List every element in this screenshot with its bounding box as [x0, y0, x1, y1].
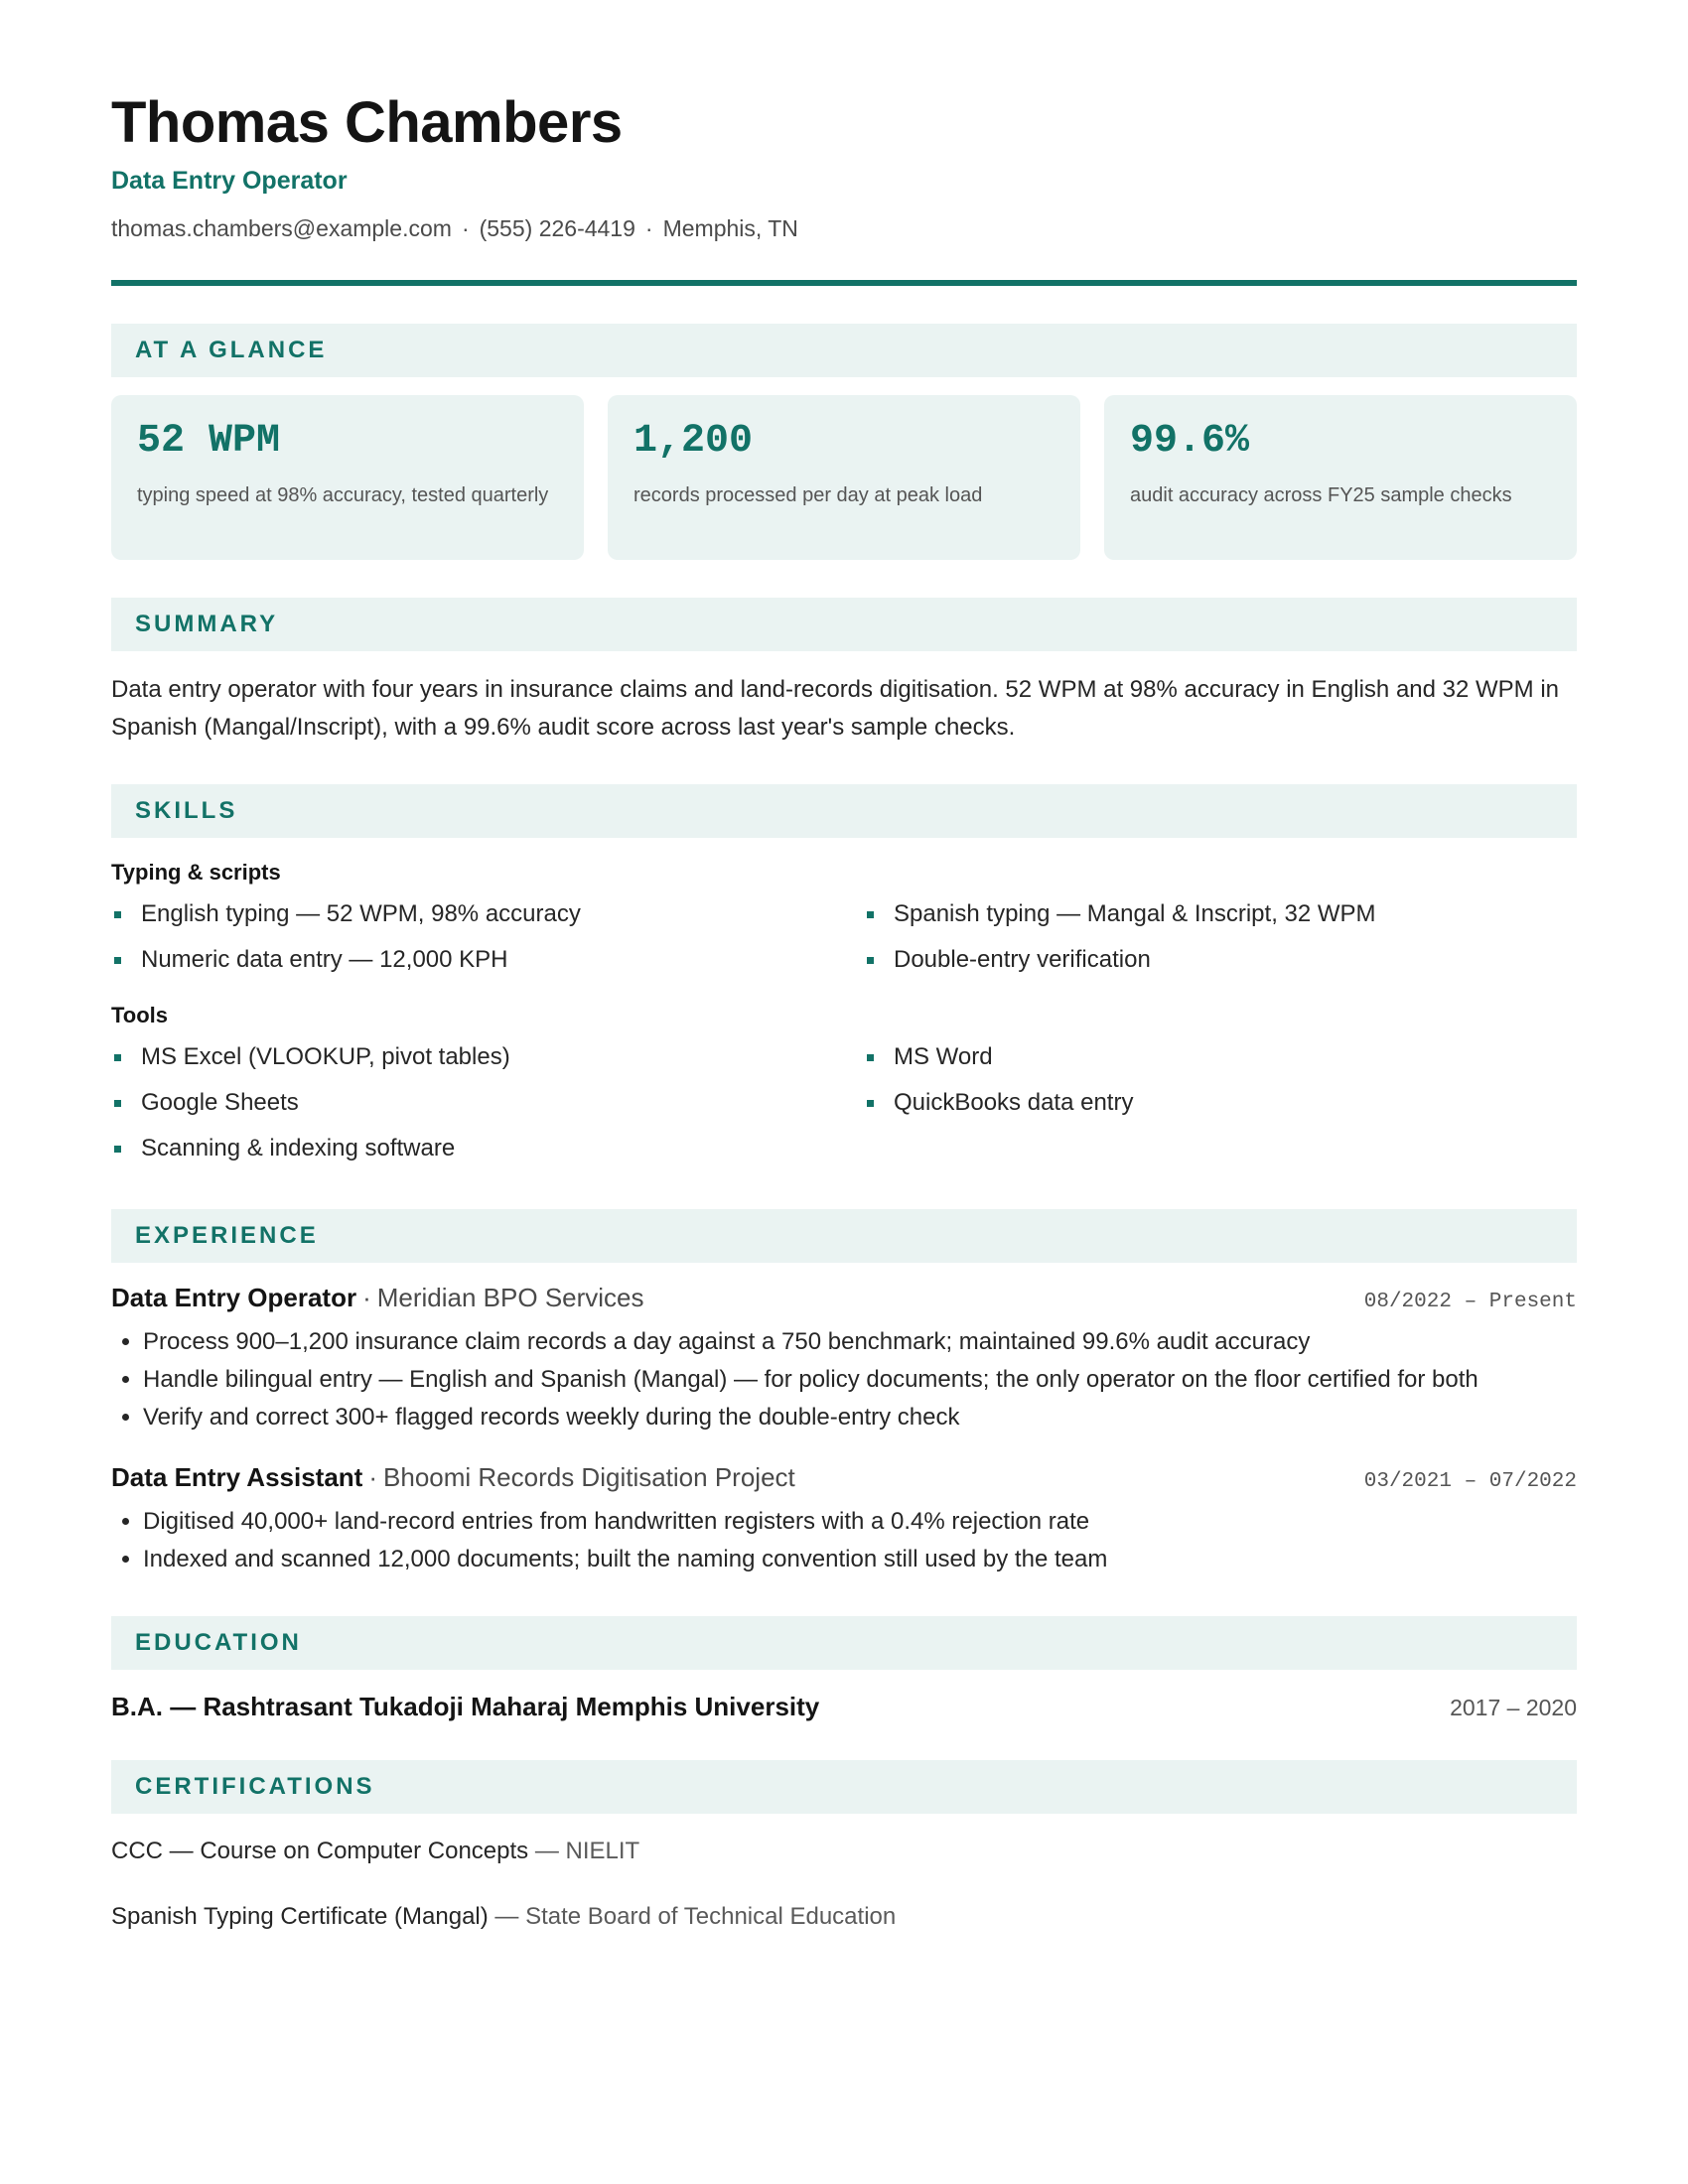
stat-card — [608, 395, 1080, 560]
bullet-square-icon — [114, 1146, 121, 1153]
bullet-square-icon — [867, 1054, 874, 1061]
title-separator: · — [362, 1283, 371, 1312]
skill-item — [111, 937, 824, 983]
job-dates: 03/2021 – 07/2022 — [1363, 1470, 1577, 1493]
skill-item — [864, 937, 1577, 983]
contact-line — [111, 212, 1577, 244]
stat-value: 52 WPM — [137, 419, 281, 464]
section-header-education — [111, 1616, 1577, 1670]
certification-name: CCC — Course on Computer Concepts — [111, 1838, 529, 1864]
job-bullets — [111, 1503, 1577, 1578]
job-heading — [111, 1283, 644, 1313]
job-title: Data Entry Assistant — [111, 1462, 363, 1492]
job-dates: 08/2022 – Present — [1363, 1291, 1577, 1313]
education-dates: 2017 – 2020 — [1450, 1695, 1577, 1720]
job-organization: Bhoomi Records Digitisation Project — [383, 1462, 795, 1492]
job-bullets — [111, 1323, 1577, 1436]
skill-item — [864, 891, 1577, 937]
skill-text: QuickBooks data entry — [894, 1089, 1134, 1116]
glance-cards — [111, 395, 1577, 560]
contact-separator: · — [461, 215, 470, 241]
skill-text: English typing — 52 WPM, 98% accuracy — [141, 900, 581, 927]
section-title: EXPERIENCE — [135, 1222, 319, 1249]
job-header — [111, 1283, 1577, 1313]
stat-value: 99.6% — [1130, 419, 1250, 464]
contact-separator: · — [644, 215, 653, 241]
contact-location: Memphis, TN — [662, 215, 798, 241]
skill-text: Double-entry verification — [894, 946, 1151, 973]
job-role: Data Entry Operator — [111, 167, 348, 195]
job-header — [111, 1462, 1577, 1493]
section-title: AT A GLANCE — [135, 337, 328, 363]
skill-item — [864, 1034, 1577, 1080]
job-heading — [111, 1462, 795, 1493]
bullet-square-icon — [867, 1100, 874, 1107]
skill-text: Google Sheets — [141, 1089, 299, 1116]
skill-group-title: Tools — [111, 1003, 169, 1027]
section-header-summary — [111, 598, 1577, 651]
job-bullet: • Verify and correct 300+ flagged records weekly during the double-entry check — [143, 1399, 1577, 1436]
job-entry — [111, 1462, 1577, 1578]
certification-item — [111, 1834, 1577, 1869]
degree: B.A. — Rashtrasant Tukadoji Maharaj Memphis University — [111, 1692, 820, 1721]
job-title: Data Entry Operator — [111, 1283, 357, 1312]
section-title: SUMMARY — [135, 611, 279, 637]
bullet-square-icon — [114, 911, 121, 918]
skill-text: Scanning & indexing software — [141, 1135, 456, 1161]
skill-item — [111, 1034, 824, 1080]
stat-label: records processed per day at peak load — [633, 484, 983, 506]
skill-text: MS Word — [894, 1043, 993, 1070]
skill-group-title: Typing & scripts — [111, 860, 281, 885]
section-header-glance — [111, 324, 1577, 377]
skill-text: Numeric data entry — 12,000 KPH — [141, 946, 508, 973]
skill-item — [111, 1126, 824, 1171]
certification-issuer: — NIELIT — [534, 1838, 640, 1864]
skill-item — [111, 1080, 824, 1126]
skill-item — [864, 1080, 1577, 1126]
candidate-name: Thomas Chambers — [111, 90, 623, 155]
bullet-square-icon — [114, 1100, 121, 1107]
stat-card — [1104, 395, 1577, 560]
job-bullet: • Indexed and scanned 12,000 documents; built the naming convention still used by the team — [143, 1541, 1577, 1578]
job-entry — [111, 1283, 1577, 1436]
bullet-square-icon — [114, 957, 121, 964]
certification-item — [111, 1899, 1577, 1935]
contact-phone: (555) 226-4419 — [479, 215, 635, 241]
stat-card — [111, 395, 584, 560]
section-header-skills — [111, 784, 1577, 838]
section-title: CERTIFICATIONS — [135, 1773, 375, 1800]
bullet-square-icon — [114, 1054, 121, 1061]
skill-list — [111, 1034, 1577, 1171]
stat-label: typing speed at 98% accuracy, tested quarterly — [137, 484, 549, 506]
job-bullet: • Digitised 40,000+ land-record entries from handwritten registers with a 0.4% rejection rate — [143, 1503, 1577, 1541]
skill-text: MS Excel (VLOOKUP, pivot tables) — [141, 1043, 510, 1070]
job-bullet: • Handle bilingual entry — English and Spanish (Mangal) — for policy documents; the only operator on the floor certified for both — [143, 1361, 1577, 1399]
bullet-square-icon — [867, 957, 874, 964]
certification-name: Spanish Typing Certificate (Mangal) — [111, 1903, 489, 1930]
stat-value: 1,200 — [633, 419, 754, 464]
stat-label: audit accuracy across FY25 sample checks — [1130, 484, 1512, 506]
bullet-square-icon — [867, 911, 874, 918]
header-divider — [111, 280, 1577, 286]
contact-email: thomas.chambers@example.com — [111, 215, 452, 241]
job-bullet: • Process 900–1,200 insurance claim records a day against a 750 benchmark; maintained 99.6% audit accuracy — [143, 1323, 1577, 1361]
certification-issuer: — State Board of Technical Education — [494, 1903, 897, 1930]
skill-item — [111, 891, 824, 937]
summary-text: Data entry operator with four years in insurance claims and land-records digitisation. 52 WPM at 98% accuracy in English and 32 WPM in Spanish (Mangal/Inscript), with a 99.6% audit score across last year's sample checks. — [111, 676, 1560, 741]
section-title: SKILLS — [135, 797, 238, 824]
section-header-certifications — [111, 1760, 1577, 1814]
title-separator: · — [368, 1462, 378, 1492]
job-organization: Meridian BPO Services — [376, 1283, 644, 1312]
education-entry — [111, 1692, 1577, 1722]
skill-text: Spanish typing — Mangal & Inscript, 32 WPM — [894, 900, 1376, 927]
section-header-experience — [111, 1209, 1577, 1263]
section-title: EDUCATION — [135, 1629, 302, 1656]
skill-list — [111, 891, 1577, 983]
